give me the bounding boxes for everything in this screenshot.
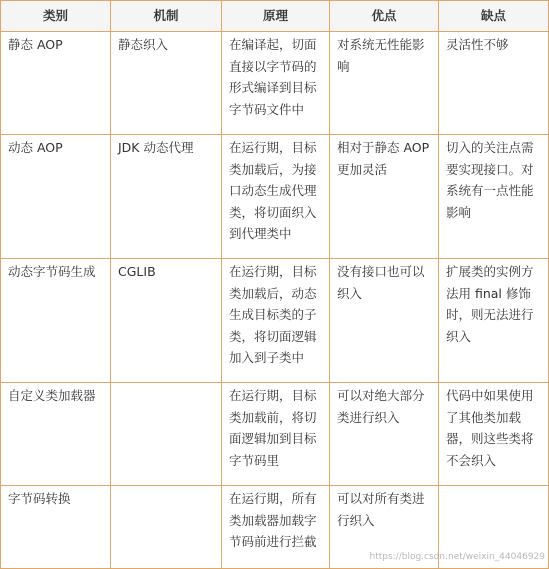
- cell-advantage: 可以对绝大部分类进行织入: [330, 383, 439, 486]
- cell-principle: 在运行期，目标类加载后，为接口动态生成代理类，将切面织入到代理类中: [222, 135, 330, 259]
- cell-disadvantage: 灵活性不够: [439, 32, 549, 135]
- cell-disadvantage: 切入的关注点需要实现接口。对系统有一点性能影响: [439, 135, 549, 259]
- cell-category: 静态 AOP: [1, 32, 111, 135]
- cell-mechanism: JDK 动态代理: [111, 135, 222, 259]
- table-row: [1, 32, 549, 135]
- watermark: https://blog.csdn.net/weixin_44046929: [369, 552, 545, 562]
- cell-principle: 在运行期，目标类加载前，将切面逻辑加到目标字节码里: [222, 383, 330, 486]
- cell-disadvantage: 扩展类的实例方法用 final 修饰时，则无法进行织入: [439, 259, 549, 383]
- cell-mechanism: [111, 486, 222, 569]
- cell-advantage: 可以对所有类进行织入: [330, 486, 439, 569]
- cell-category: 动态字节码生成: [1, 259, 111, 383]
- header-mechanism: 机制: [111, 1, 222, 32]
- cell-principle: 在运行期，所有类加载器加载字节码前进行拦截: [222, 486, 330, 569]
- cell-mechanism: 静态织入: [111, 32, 222, 135]
- cell-disadvantage: 代码中如果使用了其他类加载器，则这些类将不会织入: [439, 383, 549, 486]
- cell-category: 动态 AOP: [1, 135, 111, 259]
- cell-mechanism: [111, 383, 222, 486]
- cell-advantage: 没有接口也可以织入: [330, 259, 439, 383]
- table-row: [1, 135, 549, 259]
- cell-advantage: 相对于静态 AOP 更加灵活: [330, 135, 439, 259]
- header-principle: 原理: [222, 1, 330, 32]
- header-category: 类别: [1, 1, 111, 32]
- header-row: [1, 1, 549, 32]
- cell-principle: 在编译起，切面直接以字节码的形式编译到目标字节码文件中: [222, 32, 330, 135]
- cell-principle: 在运行期，目标类加载后，动态生成目标类的子类，将切面逻辑加入到子类中: [222, 259, 330, 383]
- cell-category: 自定义类加载器: [1, 383, 111, 486]
- cell-mechanism: CGLIB: [111, 259, 222, 383]
- table-row: [1, 259, 549, 383]
- cell-category: 字节码转换: [1, 486, 111, 569]
- table-row: [1, 383, 549, 486]
- header-disadvantage: 缺点: [439, 1, 549, 32]
- header-advantage: 优点: [330, 1, 439, 32]
- cell-advantage: 对系统无性能影响: [330, 32, 439, 135]
